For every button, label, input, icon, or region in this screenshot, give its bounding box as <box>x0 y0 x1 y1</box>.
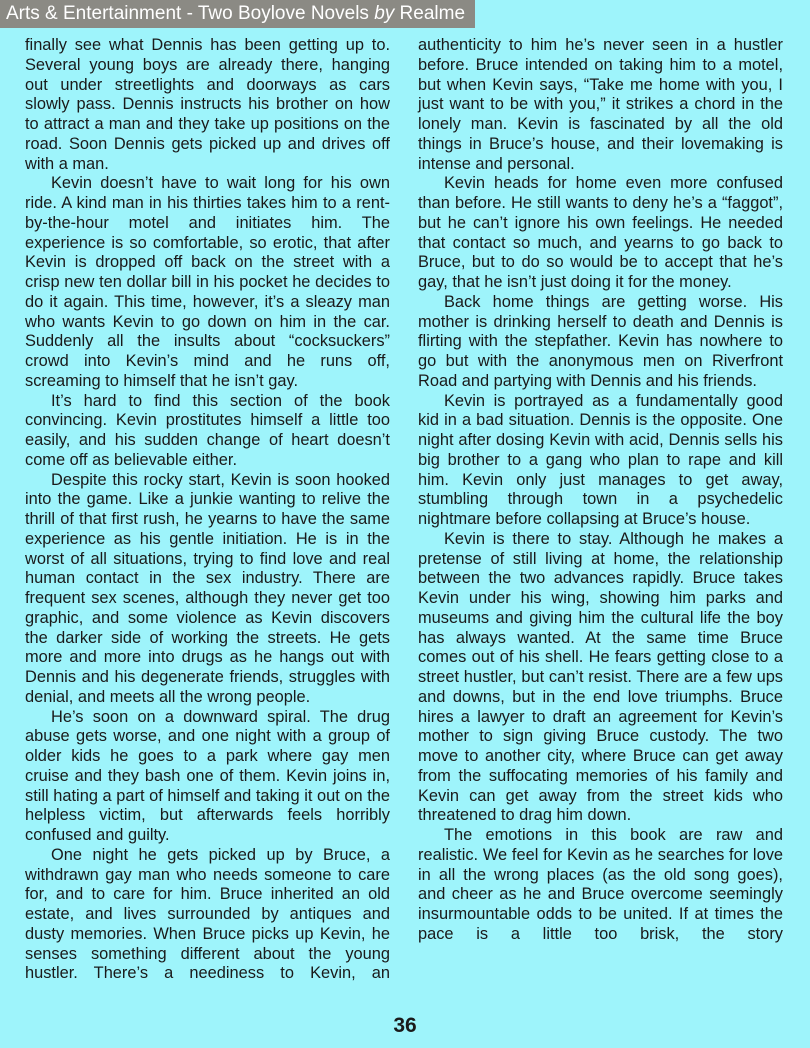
section-header <box>0 0 475 28</box>
paragraph: Kevin heads for home even more confused than before. He still wants to deny he’s a “faggot”, but he can’t ignore his own feelings. He needed that contact so much, and yearns to go back to Bruce, but to do so would be to accept that he’s gay, that he isn’t just doing it for the money. <box>418 174 783 291</box>
paragraph: He’s soon on a downward spiral. The drug abuse gets worse, and one night with a group of older kids he goes to a park where gay men cruise and they bash one of them. Kevin joins in, still hating a part of himself and taking it out on the helpless victim, but afterwards feels horribly confused and guilty. <box>25 707 390 844</box>
paragraph: authenticity to him he’s never seen in a hustler before. Bruce intended on taking him to a motel, but when Kevin says, “Take me home with you, I just want to be with you,” it strikes a chord in the lonely man. Kevin is fascinated by all the old things in Bruce’s house, and their lovemaking is intense and personal. <box>418 36 783 173</box>
right-column <box>418 36 783 945</box>
paragraph: Kevin doesn’t have to wait long for his own ride. A kind man in his thirties takes him to a rent-by-the-hour motel and initiates him. The experience is so comfortable, so erotic, that after Kevin is dropped off back on the street with a crisp new ten dollar bill in his pocket he decides to do it again. This time, however, it’s a sleazy man who wants Kevin to go down on him in the car. Suddenly all the insults about “cocksuckers” crowd into Kevin’s mind and he runs off, screaming to himself that he isn’t gay. <box>25 174 390 390</box>
paragraph: It’s hard to find this section of the book convincing. Kevin prostitutes himself a little too easily, and his sudden change of heart doesn’t come off as believable either. <box>25 391 390 469</box>
header-suffix: Realme <box>394 3 466 24</box>
paragraph: One night he gets picked up by Bruce, a withdrawn gay man who needs someone to care for, and to care for him. Bruce inherited an old estate, and lives surrounded by antiques and dusty memories. When Bruce picks up Kevin, he senses something different about the young hustler. There’s a neediness to Kevin, an <box>25 845 390 983</box>
header-prefix: Arts & Entertainment - Two Boylove Novels <box>6 3 375 24</box>
paragraph: The emotions in this book are raw and realistic. We feel for Kevin as he searches for love in all the wrong places (as the old song goes), and cheer as he and Bruce overcome seemingly insurmountable odds to be united. If at times the pace is a little too brisk, the story <box>418 826 783 943</box>
paragraph: Back home things are getting worse. His mother is drinking herself to death and Dennis is flirting with the stepfather. Kevin has nowhere to go but with the anonymous men on Riverfront Road and partying with Dennis and his friends. <box>418 292 783 390</box>
paragraph: finally see what Dennis has been getting up to. Several young boys are already there, hanging out under streetlights and doorways as cars slowly pass. Dennis instructs his brother on how to attract a man and they take up positions on the road. Soon Dennis gets picked up and drives off with a man. <box>25 36 390 173</box>
page-number: 36 <box>393 1014 417 1037</box>
paragraph: Kevin is portrayed as a fundamentally good kid in a bad situation. Dennis is the opposite. One night after dosing Kevin with acid, Dennis sells his big brother to a gang who plan to rape and kill him. Kevin only just manages to get away, stumbling through town in a psychedelic nightmare before collapsing at Bruce’s house. <box>418 391 783 528</box>
paragraph: Kevin is there to stay. Although he makes a pretense of still living at home, the relationship between the two advances rapidly. Bruce takes Kevin under his wing, showing him parks and museums and giving him the cultural life the boy has always wanted. At the same time Bruce comes out of his shell. He fears getting close to a street hustler, but can’t resist. There are a few ups and downs, but in the end love triumphs. Bruce hires a lawyer to draft an agreement for Kevin’s mother to sign giving Bruce custody. The two move to another city, where Bruce can get away from the suffocating memories of his family and Kevin can get away from the street kids who threatened to drag him down. <box>418 529 783 825</box>
left-column <box>25 36 390 984</box>
paragraph: Despite this rocky start, Kevin is soon hooked into the game. Like a junkie wanting to relive the thrill of that first rush, he yearns to have the same experience as his gentle initiation. He is in the worst of all situations, trying to find love and real human contact in the sex industry. There are frequent sex scenes, although they never get too graphic, and some violence as Kevin discovers the darker side of working the streets. He gets more and more into drugs as he hangs out with Dennis and his degenerate friends, struggles with denial, and meets all the wrong people. <box>25 470 390 706</box>
header-italic: by <box>374 3 395 24</box>
